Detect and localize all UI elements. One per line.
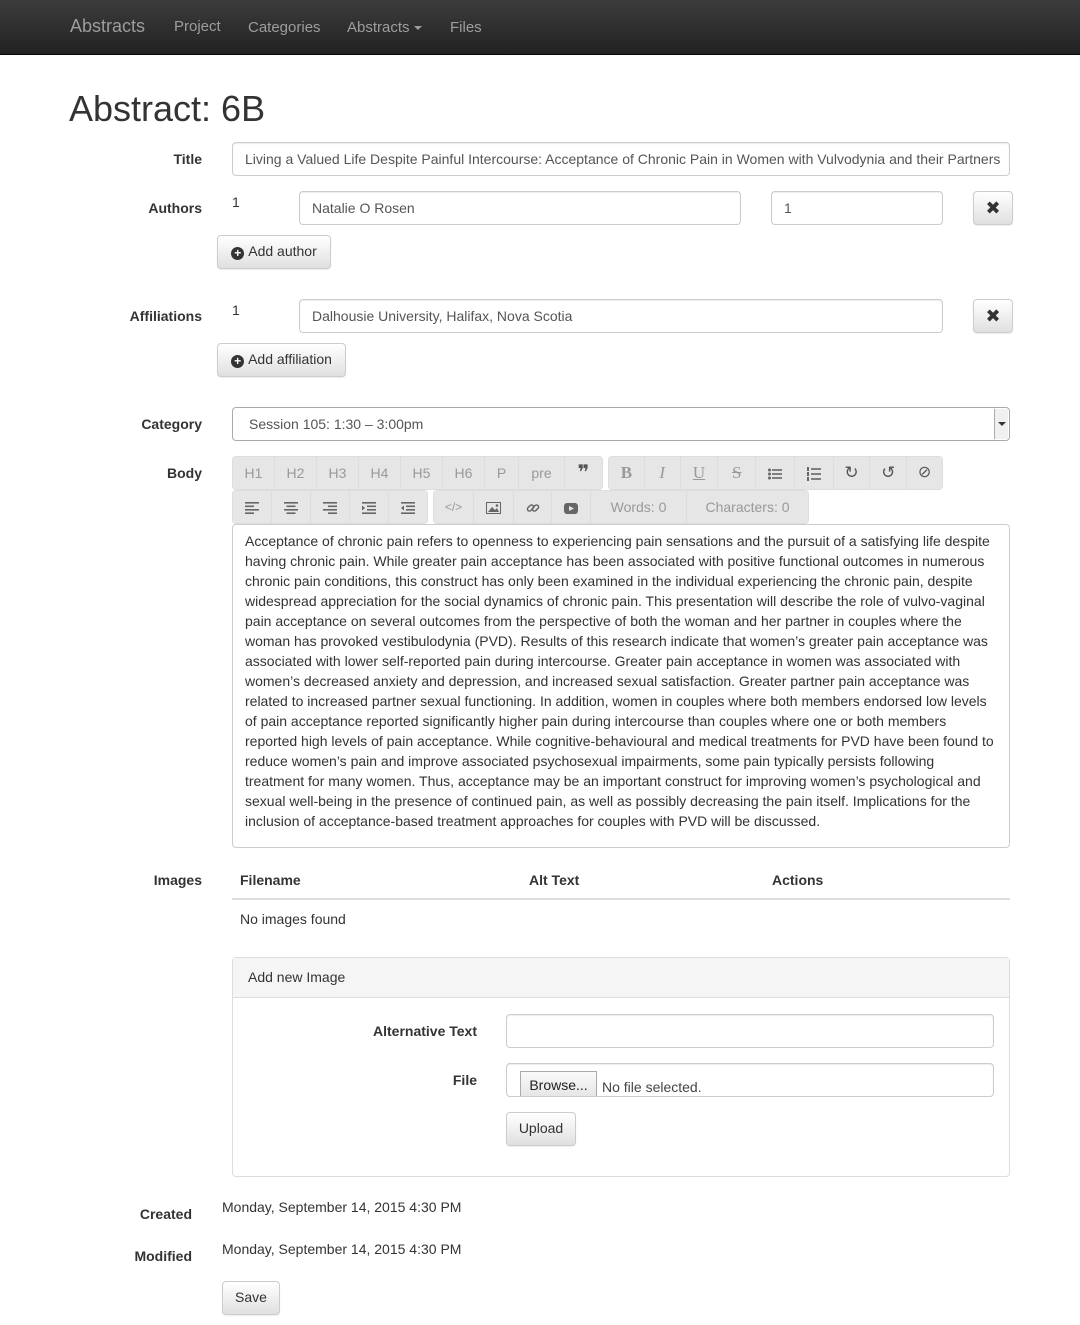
bold-icon[interactable]: B (609, 457, 645, 489)
created-value: Monday, September 14, 2015 4:30 PM (222, 1199, 462, 1215)
nav-categories[interactable]: Categories (248, 19, 321, 36)
quote-icon[interactable]: ❞ (565, 457, 602, 489)
toolbar-h3-button[interactable]: H3 (317, 457, 359, 489)
strikethrough-icon[interactable]: S (718, 457, 756, 489)
body-editor[interactable]: Acceptance of chronic pain refers to openness to experiencing pain sensations and the pursuit of a satisfying life despite having chronic pain. While greater pain acceptance has been associated with positive functional outcomes in numerous chronic pain conditions, this construct has only been examined in the individual experiencing the chronic pain, despite widespread appreciation for the social dynamics of chronic pain. This presentation will describe the role of vulvo-vaginal pain acceptance on several outcomes from the perspective of both the woman and her partner in couples where the woman has provoked vestibulodynia (PVD). Results of this research indicate that women’s greater pain acceptance was associated with lower self-reported pain during intercourse. Greater pain acceptance in women was associated with women’s decreased anxiety and depression, and increased sexual satisfaction. Greater partner pain acceptance was related to increased partner sexual functioning. In addition, women in couples where both members endorsed low levels of pain acceptance reported significantly higher pain during intercourse than couples where one or both members reported high levels of pain acceptance. While cognitive-behavioural and medical treatments for PVD have been found to reduce women’s pain and improve associated psychosexual impairments, some pain typically persists following treatment for many women. Thus, acceptance may be an important construct for improving women’s psychological and sexual well-being in the presence of continued pain, as well as possibly decreasing the pain itself. Implications for the inclusion of acceptance-based treatment approaches for couples with PVD will be discussed. (232, 524, 1010, 848)
column-header-actions: Actions (772, 872, 824, 888)
toolbar-insert-group (433, 490, 809, 524)
plus-circle-icon: + (231, 355, 244, 368)
toolbar-h5-button[interactable]: H5 (401, 457, 443, 489)
images-label: Images (153, 872, 202, 888)
navbar-brand[interactable]: Abstracts (70, 16, 146, 36)
title-label: Title (173, 151, 202, 167)
close-icon: ✖ (985, 306, 1001, 326)
body-label: Body (167, 465, 202, 481)
title-input[interactable]: Living a Valued Life Despite Painful Intercourse: Acceptance of Chronic Pain in Women with Vulvodynia and their Partners (232, 142, 1010, 176)
author-name-input[interactable]: Natalie O Rosen (299, 191, 741, 225)
remove-affiliation-button[interactable] (973, 299, 1013, 333)
word-count: Words: 0 (591, 491, 687, 523)
toolbar-pre-button[interactable]: pre (519, 457, 565, 489)
affiliations-label: Affiliations (129, 308, 202, 324)
plus-circle-icon: + (231, 247, 244, 260)
toolbar-p-button[interactable]: P (485, 457, 519, 489)
nav-project[interactable]: Project (174, 18, 221, 35)
table-header-divider (232, 898, 1010, 900)
nav-abstracts-label: Abstracts (347, 19, 410, 36)
toolbar-h4-button[interactable]: H4 (359, 457, 401, 489)
browse-button[interactable]: Browse... (520, 1071, 597, 1097)
no-images-message: No images found (240, 911, 346, 927)
indent-icon[interactable] (350, 491, 389, 523)
page-title: Abstract: 6B (69, 88, 266, 129)
redo-icon[interactable]: ↻ (834, 457, 871, 489)
add-author-label: Add author (248, 243, 317, 259)
toolbar-format-group (232, 456, 603, 490)
navbar (0, 0, 1080, 55)
caret-down-icon (414, 26, 422, 30)
code-icon[interactable]: </> (434, 491, 474, 523)
underline-icon[interactable]: U (681, 457, 719, 489)
author-index: 1 (232, 194, 240, 210)
add-image-panel-heading: Add new Image (233, 958, 1009, 998)
authors-label: Authors (148, 200, 202, 216)
no-file-selected: No file selected. (602, 1079, 702, 1095)
category-label: Category (141, 416, 202, 432)
toolbar-h6-button[interactable]: H6 (443, 457, 485, 489)
toolbar-h2-button[interactable]: H2 (275, 457, 317, 489)
add-affiliation-button[interactable] (217, 343, 346, 377)
modified-label: Modified (134, 1248, 192, 1264)
file-label: File (452, 1072, 477, 1088)
align-left-icon[interactable] (233, 491, 272, 523)
nav-abstracts-dropdown[interactable] (347, 19, 422, 36)
column-header-alt-text: Alt Text (529, 872, 580, 888)
link-icon[interactable] (514, 491, 552, 523)
alt-text-input[interactable] (506, 1014, 994, 1048)
align-center-icon[interactable] (272, 491, 311, 523)
upload-button[interactable]: Upload (506, 1112, 576, 1146)
numbered-list-icon[interactable] (795, 457, 834, 489)
remove-author-button[interactable] (973, 191, 1013, 225)
character-count: Characters: 0 (687, 491, 808, 523)
add-author-button[interactable] (217, 235, 331, 269)
undo-icon[interactable]: ↺ (870, 457, 907, 489)
nav-files[interactable]: Files (450, 19, 482, 36)
close-icon: ✖ (985, 198, 1001, 218)
toolbar-align-group (232, 490, 428, 524)
toolbar-h1-button[interactable]: H1 (233, 457, 275, 489)
affiliation-index: 1 (232, 302, 240, 318)
toolbar-style-group (608, 456, 943, 490)
save-button[interactable]: Save (222, 1281, 280, 1315)
category-selected-value: Session 105: 1:30 – 3:00pm (249, 416, 424, 432)
outdent-icon[interactable] (389, 491, 427, 523)
alt-text-label: Alternative Text (373, 1023, 477, 1039)
italic-icon[interactable]: I (645, 457, 681, 489)
affiliation-input[interactable]: Dalhousie University, Halifax, Nova Scotia (299, 299, 943, 333)
author-affiliation-input[interactable]: 1 (771, 191, 943, 225)
modified-value: Monday, September 14, 2015 4:30 PM (222, 1241, 462, 1257)
image-icon[interactable] (474, 491, 514, 523)
file-input[interactable] (506, 1063, 994, 1097)
bullet-list-icon[interactable] (756, 457, 795, 489)
align-right-icon[interactable] (311, 491, 350, 523)
add-affiliation-label: Add affiliation (248, 351, 332, 367)
created-label: Created (139, 1206, 192, 1222)
category-select[interactable] (232, 407, 1010, 441)
chevron-down-icon[interactable] (994, 409, 1008, 439)
clear-format-icon[interactable]: ⊘ (907, 457, 942, 489)
video-icon[interactable] (552, 491, 591, 523)
column-header-filename: Filename (240, 872, 301, 888)
